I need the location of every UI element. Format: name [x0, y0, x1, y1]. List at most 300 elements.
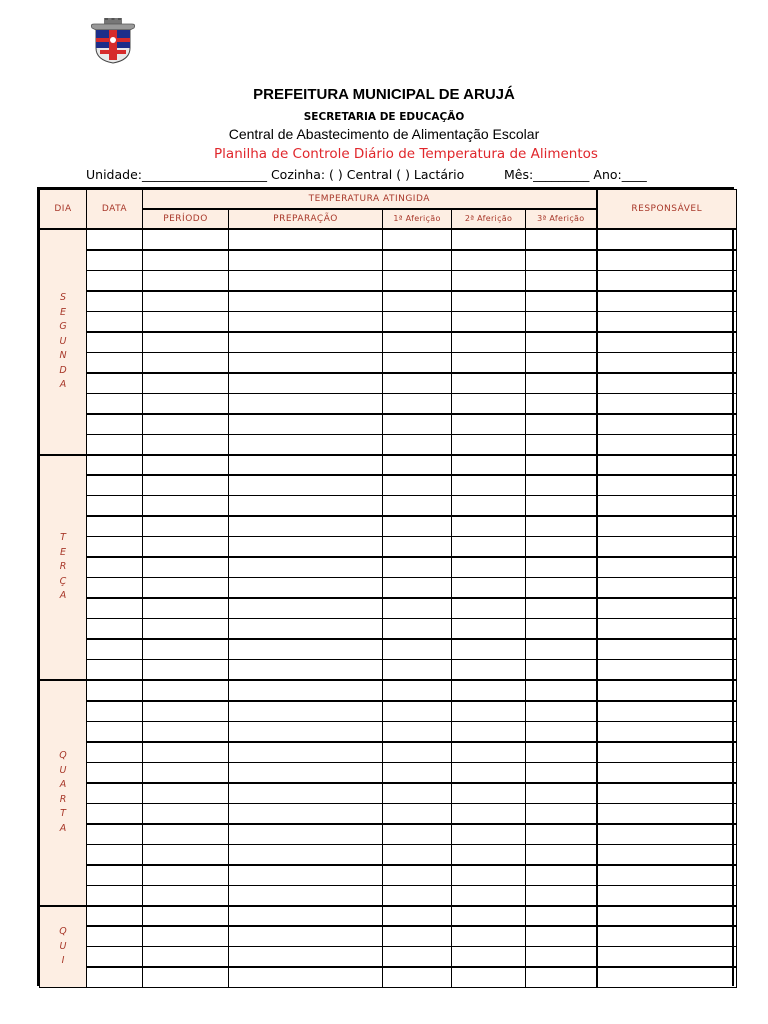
aferição-3-cell[interactable]: [526, 229, 597, 250]
aferição-2-cell[interactable]: [452, 742, 526, 763]
aferição-3-cell[interactable]: [526, 906, 597, 927]
periodo-cell[interactable]: [143, 311, 229, 332]
responsavel-cell[interactable]: [597, 270, 737, 291]
responsavel-cell[interactable]: [597, 660, 737, 681]
col-aferição-3-header: 3ª Aferição: [526, 209, 597, 230]
responsavel-cell[interactable]: [597, 373, 737, 394]
aferição-2-cell[interactable]: [452, 598, 526, 619]
aferição-2-cell[interactable]: [452, 434, 526, 455]
aferição-1-cell[interactable]: [383, 660, 452, 681]
aferição-2-cell[interactable]: [452, 578, 526, 599]
data-cell[interactable]: [87, 311, 143, 332]
preparacao-cell[interactable]: [229, 762, 383, 783]
aferição-1-cell[interactable]: [383, 721, 452, 742]
responsavel-cell[interactable]: [597, 557, 737, 578]
data-cell[interactable]: [87, 762, 143, 783]
day-letter: R: [59, 561, 67, 572]
aferição-1-cell[interactable]: [383, 537, 452, 558]
aferição-2-cell[interactable]: [452, 885, 526, 906]
responsavel-cell[interactable]: [597, 926, 737, 947]
preparacao-cell[interactable]: [229, 803, 383, 824]
aferição-1-cell[interactable]: [383, 557, 452, 578]
aferição-1-cell[interactable]: [383, 393, 452, 414]
preparacao-cell[interactable]: [229, 557, 383, 578]
col-aferição-1-header: 1ª Aferição: [383, 209, 452, 230]
aferição-3-cell[interactable]: [526, 598, 597, 619]
responsavel-cell[interactable]: [597, 844, 737, 865]
preparacao-cell[interactable]: [229, 352, 383, 373]
day-letter: E: [59, 306, 66, 318]
aferição-3-cell[interactable]: [526, 721, 597, 742]
day-letter: U: [59, 335, 67, 347]
data-cell[interactable]: [87, 906, 143, 927]
periodo-cell[interactable]: [143, 824, 229, 845]
table-row: [40, 537, 737, 558]
table-row: [40, 229, 737, 250]
preparacao-cell[interactable]: [229, 537, 383, 558]
aferição-3-cell[interactable]: [526, 516, 597, 537]
periodo-cell[interactable]: [143, 250, 229, 271]
responsavel-cell[interactable]: [597, 434, 737, 455]
periodo-cell[interactable]: [143, 639, 229, 660]
aferição-1-cell[interactable]: [383, 578, 452, 599]
periodo-cell[interactable]: [143, 701, 229, 722]
data-cell[interactable]: [87, 742, 143, 763]
table-row: [40, 619, 737, 640]
aferição-2-cell[interactable]: [452, 906, 526, 927]
aferição-3-cell[interactable]: [526, 352, 597, 373]
aferição-1-cell[interactable]: [383, 332, 452, 353]
table-row: [40, 742, 737, 763]
responsavel-cell[interactable]: [597, 291, 737, 312]
responsavel-cell[interactable]: [597, 250, 737, 271]
periodo-cell[interactable]: [143, 721, 229, 742]
aferição-2-cell[interactable]: [452, 926, 526, 947]
aferição-2-cell[interactable]: [452, 332, 526, 353]
table-row: [40, 475, 737, 496]
data-cell[interactable]: [87, 885, 143, 906]
aferição-3-cell[interactable]: [526, 291, 597, 312]
aferição-3-cell[interactable]: [526, 557, 597, 578]
aferição-1-cell[interactable]: [383, 352, 452, 373]
periodo-cell[interactable]: [143, 332, 229, 353]
preparacao-cell[interactable]: [229, 742, 383, 763]
aferição-1-cell[interactable]: [383, 516, 452, 537]
aferição-2-cell[interactable]: [452, 803, 526, 824]
periodo-cell[interactable]: [143, 844, 229, 865]
preparacao-cell[interactable]: [229, 270, 383, 291]
col-aferição-2-header: 2ª Aferição: [452, 209, 526, 230]
aferição-1-cell[interactable]: [383, 598, 452, 619]
aferição-3-cell[interactable]: [526, 947, 597, 968]
data-cell[interactable]: [87, 947, 143, 968]
preparacao-cell[interactable]: [229, 783, 383, 804]
aferição-2-cell[interactable]: [452, 496, 526, 517]
responsavel-cell[interactable]: [597, 680, 737, 701]
preparacao-cell[interactable]: [229, 701, 383, 722]
preparacao-cell[interactable]: [229, 844, 383, 865]
responsavel-cell[interactable]: [597, 803, 737, 824]
responsavel-cell[interactable]: [597, 311, 737, 332]
table-row: [40, 680, 737, 701]
aferição-2-cell[interactable]: [452, 393, 526, 414]
aferição-2-cell[interactable]: [452, 311, 526, 332]
periodo-cell[interactable]: [143, 537, 229, 558]
periodo-cell[interactable]: [143, 660, 229, 681]
table-row: [40, 967, 737, 988]
aferição-3-cell[interactable]: [526, 803, 597, 824]
aferição-2-cell[interactable]: [452, 414, 526, 435]
aferição-3-cell[interactable]: [526, 844, 597, 865]
responsavel-cell[interactable]: [597, 414, 737, 435]
aferição-1-cell[interactable]: [383, 619, 452, 640]
aferição-2-cell[interactable]: [452, 947, 526, 968]
responsavel-cell[interactable]: [597, 455, 737, 476]
day-letter: R: [59, 793, 67, 805]
aferição-1-cell[interactable]: [383, 885, 452, 906]
aferição-2-cell[interactable]: [452, 291, 526, 312]
aferição-3-cell[interactable]: [526, 373, 597, 394]
data-cell[interactable]: [87, 516, 143, 537]
table-row: [40, 393, 737, 414]
data-cell[interactable]: [87, 598, 143, 619]
col-responsavel-header: RESPONSÁVEL: [597, 190, 737, 230]
aferição-2-cell[interactable]: [452, 844, 526, 865]
responsavel-cell[interactable]: [597, 967, 737, 988]
responsavel-cell[interactable]: [597, 475, 737, 496]
aferição-1-cell[interactable]: [383, 414, 452, 435]
aferição-3-cell[interactable]: [526, 393, 597, 414]
aferição-1-cell[interactable]: [383, 926, 452, 947]
info-line: Unidade:____________________ Cozinha: ( ) Central ( ) Lactário Mês:_________ Ano:____: [86, 167, 647, 182]
periodo-cell[interactable]: [143, 291, 229, 312]
table-row: [40, 270, 737, 291]
aferição-1-cell[interactable]: [383, 947, 452, 968]
table-row: [40, 557, 737, 578]
periodo-cell[interactable]: [143, 762, 229, 783]
aferição-1-cell[interactable]: [383, 639, 452, 660]
table-row: [40, 455, 737, 476]
data-cell[interactable]: [87, 414, 143, 435]
day-letter: T: [60, 808, 66, 820]
responsavel-cell[interactable]: [597, 762, 737, 783]
periodo-cell[interactable]: [143, 926, 229, 947]
preparacao-cell[interactable]: [229, 639, 383, 660]
responsavel-cell[interactable]: [597, 906, 737, 927]
table-row: [40, 311, 737, 332]
data-cell[interactable]: [87, 229, 143, 250]
aferição-3-cell[interactable]: [526, 701, 597, 722]
aferição-3-cell[interactable]: [526, 762, 597, 783]
data-cell[interactable]: [87, 844, 143, 865]
responsavel-cell[interactable]: [597, 721, 737, 742]
aferição-2-cell[interactable]: [452, 762, 526, 783]
responsavel-cell[interactable]: [597, 496, 737, 517]
preparacao-cell[interactable]: [229, 332, 383, 353]
preparacao-cell[interactable]: [229, 598, 383, 619]
responsavel-cell[interactable]: [597, 885, 737, 906]
responsavel-cell[interactable]: [597, 352, 737, 373]
preparacao-cell[interactable]: [229, 619, 383, 640]
preparacao-cell[interactable]: [229, 516, 383, 537]
table-row: [40, 762, 737, 783]
aferição-1-cell[interactable]: [383, 865, 452, 886]
aferição-2-cell[interactable]: [452, 619, 526, 640]
responsavel-cell[interactable]: [597, 824, 737, 845]
aferição-2-cell[interactable]: [452, 660, 526, 681]
planilha-heading: Planilha de Controle Diário de Temperatura de Alimentos: [214, 146, 598, 162]
aferição-3-cell[interactable]: [526, 475, 597, 496]
data-cell[interactable]: [87, 373, 143, 394]
aferição-3-cell[interactable]: [526, 783, 597, 804]
aferição-3-cell[interactable]: [526, 332, 597, 353]
aferição-1-cell[interactable]: [383, 844, 452, 865]
aferição-2-cell[interactable]: [452, 824, 526, 845]
day-letter: T: [60, 532, 66, 543]
preparacao-cell[interactable]: [229, 865, 383, 886]
data-cell[interactable]: [87, 803, 143, 824]
data-cell[interactable]: [87, 639, 143, 660]
preparacao-cell[interactable]: [229, 660, 383, 681]
data-cell[interactable]: [87, 660, 143, 681]
data-cell[interactable]: [87, 721, 143, 742]
responsavel-cell[interactable]: [597, 742, 737, 763]
aferição-1-cell[interactable]: [383, 742, 452, 763]
periodo-cell[interactable]: [143, 434, 229, 455]
aferição-3-cell[interactable]: [526, 250, 597, 271]
aferição-3-cell[interactable]: [526, 680, 597, 701]
periodo-cell[interactable]: [143, 270, 229, 291]
responsavel-cell[interactable]: [597, 619, 737, 640]
aferição-1-cell[interactable]: [383, 455, 452, 476]
day-letter: A: [59, 779, 67, 791]
aferição-3-cell[interactable]: [526, 434, 597, 455]
table-row: [40, 496, 737, 517]
aferição-2-cell[interactable]: [452, 721, 526, 742]
aferição-3-cell[interactable]: [526, 414, 597, 435]
data-cell[interactable]: [87, 619, 143, 640]
aferição-3-cell[interactable]: [526, 639, 597, 660]
data-cell[interactable]: [87, 578, 143, 599]
data-cell[interactable]: [87, 680, 143, 701]
periodo-cell[interactable]: [143, 619, 229, 640]
day-letter: S: [59, 292, 67, 303]
periodo-cell[interactable]: [143, 373, 229, 394]
aferição-3-cell[interactable]: [526, 578, 597, 599]
preparacao-cell[interactable]: [229, 578, 383, 599]
preparacao-cell[interactable]: [229, 885, 383, 906]
aferição-1-cell[interactable]: [383, 270, 452, 291]
aferição-2-cell[interactable]: [452, 701, 526, 722]
preparacao-cell[interactable]: [229, 680, 383, 701]
table-row: [40, 598, 737, 619]
preparacao-cell[interactable]: [229, 229, 383, 250]
periodo-cell[interactable]: [143, 865, 229, 886]
aferição-3-cell[interactable]: [526, 537, 597, 558]
aferição-2-cell[interactable]: [452, 557, 526, 578]
preparacao-cell[interactable]: [229, 434, 383, 455]
data-cell[interactable]: [87, 865, 143, 886]
preparacao-cell[interactable]: [229, 967, 383, 988]
aferição-2-cell[interactable]: [452, 680, 526, 701]
aferição-2-cell[interactable]: [452, 250, 526, 271]
aferição-1-cell[interactable]: [383, 762, 452, 783]
periodo-cell[interactable]: [143, 783, 229, 804]
periodo-cell[interactable]: [143, 803, 229, 824]
aferição-1-cell[interactable]: [383, 434, 452, 455]
day-label-cell: [40, 906, 87, 988]
data-cell[interactable]: [87, 783, 143, 804]
preparacao-cell[interactable]: [229, 947, 383, 968]
periodo-cell[interactable]: [143, 516, 229, 537]
preparacao-cell[interactable]: [229, 414, 383, 435]
aferição-1-cell[interactable]: [383, 229, 452, 250]
data-cell[interactable]: [87, 393, 143, 414]
periodo-cell[interactable]: [143, 742, 229, 763]
aferição-3-cell[interactable]: [526, 311, 597, 332]
preparacao-cell[interactable]: [229, 455, 383, 476]
aferição-3-cell[interactable]: [526, 455, 597, 476]
data-cell[interactable]: [87, 475, 143, 496]
aferição-2-cell[interactable]: [452, 373, 526, 394]
preparacao-cell[interactable]: [229, 906, 383, 927]
aferição-1-cell[interactable]: [383, 373, 452, 394]
aferição-2-cell[interactable]: [452, 352, 526, 373]
aferição-1-cell[interactable]: [383, 475, 452, 496]
periodo-cell[interactable]: [143, 578, 229, 599]
table-row: [40, 906, 737, 927]
responsavel-cell[interactable]: [597, 578, 737, 599]
aferição-3-cell[interactable]: [526, 619, 597, 640]
periodo-cell[interactable]: [143, 352, 229, 373]
periodo-cell[interactable]: [143, 906, 229, 927]
preparacao-cell[interactable]: [229, 373, 383, 394]
responsavel-cell[interactable]: [597, 947, 737, 968]
aferição-2-cell[interactable]: [452, 783, 526, 804]
temperature-control-sheet: [37, 187, 734, 986]
data-cell[interactable]: [87, 926, 143, 947]
aferição-2-cell[interactable]: [452, 516, 526, 537]
preparacao-cell[interactable]: [229, 250, 383, 271]
data-cell[interactable]: [87, 967, 143, 988]
responsavel-cell[interactable]: [597, 783, 737, 804]
preparacao-cell[interactable]: [229, 393, 383, 414]
aferição-1-cell[interactable]: [383, 311, 452, 332]
aferição-2-cell[interactable]: [452, 270, 526, 291]
data-cell[interactable]: [87, 455, 143, 476]
data-cell[interactable]: [87, 250, 143, 271]
table-row: [40, 373, 737, 394]
responsavel-cell[interactable]: [597, 639, 737, 660]
periodo-cell[interactable]: [143, 885, 229, 906]
periodo-cell[interactable]: [143, 598, 229, 619]
aferição-3-cell[interactable]: [526, 660, 597, 681]
responsavel-cell[interactable]: [597, 516, 737, 537]
aferição-1-cell[interactable]: [383, 967, 452, 988]
aferição-2-cell[interactable]: [452, 639, 526, 660]
data-cell[interactable]: [87, 537, 143, 558]
periodo-cell[interactable]: [143, 967, 229, 988]
responsavel-cell[interactable]: [597, 393, 737, 414]
responsavel-cell[interactable]: [597, 537, 737, 558]
col-data-header: DATA: [87, 190, 143, 230]
periodo-cell[interactable]: [143, 229, 229, 250]
aferição-3-cell[interactable]: [526, 742, 597, 763]
aferição-2-cell[interactable]: [452, 229, 526, 250]
aferição-2-cell[interactable]: [452, 475, 526, 496]
responsavel-cell[interactable]: [597, 598, 737, 619]
day-letter: A: [59, 379, 67, 390]
data-cell[interactable]: [87, 270, 143, 291]
data-cell[interactable]: [87, 352, 143, 373]
secretaria-heading: SECRETARIA DE EDUCAÇÃO: [303, 111, 465, 123]
aferição-1-cell[interactable]: [383, 824, 452, 845]
day-letter: I: [61, 955, 65, 966]
aferição-2-cell[interactable]: [452, 537, 526, 558]
day-label-cell: [40, 455, 87, 681]
responsavel-cell[interactable]: [597, 701, 737, 722]
preparacao-cell[interactable]: [229, 721, 383, 742]
preparacao-cell[interactable]: [229, 496, 383, 517]
aferição-1-cell[interactable]: [383, 250, 452, 271]
aferição-1-cell[interactable]: [383, 783, 452, 804]
aferição-1-cell[interactable]: [383, 680, 452, 701]
aferição-2-cell[interactable]: [452, 455, 526, 476]
periodo-cell[interactable]: [143, 455, 229, 476]
aferição-2-cell[interactable]: [452, 865, 526, 886]
preparacao-cell[interactable]: [229, 291, 383, 312]
data-cell[interactable]: [87, 496, 143, 517]
periodo-cell[interactable]: [143, 496, 229, 517]
aferição-3-cell[interactable]: [526, 885, 597, 906]
preparacao-cell[interactable]: [229, 475, 383, 496]
responsavel-cell[interactable]: [597, 332, 737, 353]
aferição-3-cell[interactable]: [526, 967, 597, 988]
aferição-1-cell[interactable]: [383, 291, 452, 312]
table-row: [40, 660, 737, 681]
periodo-cell[interactable]: [143, 947, 229, 968]
responsavel-cell[interactable]: [597, 865, 737, 886]
aferição-3-cell[interactable]: [526, 824, 597, 845]
periodo-cell[interactable]: [143, 393, 229, 414]
data-cell[interactable]: [87, 434, 143, 455]
data-cell[interactable]: [87, 291, 143, 312]
municipal-crest-icon: [90, 18, 136, 64]
aferição-2-cell[interactable]: [452, 967, 526, 988]
aferição-3-cell[interactable]: [526, 496, 597, 517]
data-cell[interactable]: [87, 557, 143, 578]
table-row: [40, 516, 737, 537]
data-cell[interactable]: [87, 332, 143, 353]
aferição-1-cell[interactable]: [383, 803, 452, 824]
aferição-3-cell[interactable]: [526, 865, 597, 886]
aferição-1-cell[interactable]: [383, 496, 452, 517]
preparacao-cell[interactable]: [229, 824, 383, 845]
periodo-cell[interactable]: [143, 557, 229, 578]
periodo-cell[interactable]: [143, 475, 229, 496]
aferição-1-cell[interactable]: [383, 906, 452, 927]
preparacao-cell[interactable]: [229, 311, 383, 332]
data-cell[interactable]: [87, 701, 143, 722]
aferição-3-cell[interactable]: [526, 270, 597, 291]
responsavel-cell[interactable]: [597, 229, 737, 250]
preparacao-cell[interactable]: [229, 926, 383, 947]
periodo-cell[interactable]: [143, 680, 229, 701]
aferição-1-cell[interactable]: [383, 701, 452, 722]
data-cell[interactable]: [87, 824, 143, 845]
periodo-cell[interactable]: [143, 414, 229, 435]
aferição-3-cell[interactable]: [526, 926, 597, 947]
